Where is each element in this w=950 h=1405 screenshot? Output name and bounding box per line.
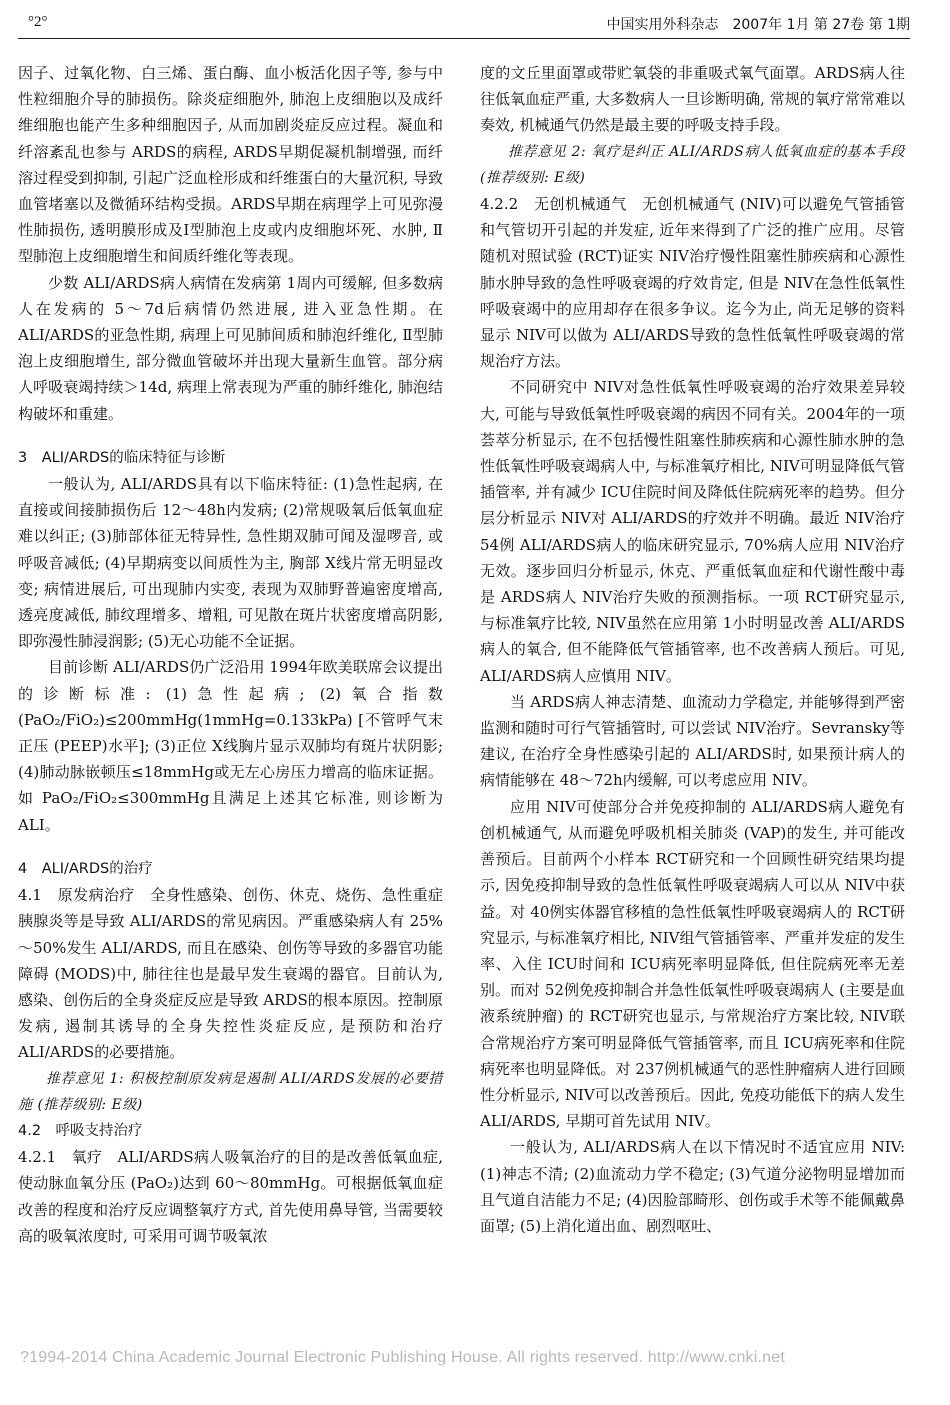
copyright-watermark: ?1994-2014 China Academic Journal Electronic Publishing House. All rights reserved. http://www.cnki.net: [20, 1349, 785, 1366]
paragraph: 目前诊断 ALI/ARDS仍广泛沿用 1994年欧美联席会议提出的诊断标准: (1)急性起病; (2)氧合指数 (PaO₂/FiO₂)≤200mmHg(1mmHg=0.133kPa) [不管呼气末正压 (PEEP)水平]; (3)正位 X线胸片显示双肺均有斑片状阴影; (4)肺动脉嵌顿压≤18mmHg或无左心房压力增高的临床证据。如 PaO₂/FiO₂≤300mmHg且满足上述其它标准, 则诊断为 ALI。: [18, 658, 443, 834]
paragraph: 当 ARDS病人神志清楚、血流动力学稳定, 并能够得到严密监测和随时可行气管插管时, 可以尝试 NIV治疗。Sevransky等建议, 在治疗全身性感染引起的 ALI/ARDS时, 如果预计病人的病情能够在 48～72h内缓解, 可以考虑应用 NIV。: [480, 692, 905, 790]
section-heading-3: 3 ALI/ARDS的临床特征与诊断: [18, 449, 226, 466]
paragraph: 4.2.2 无创机械通气 无创机械通气 (NIV)可以避免气管插管和气管切开引起的并发症, 近年来得到了广泛的推广应用。尽管随机对照试验 (RCT)证实 NIV治疗慢性阻塞性肺疾病和心源性肺水肿导致的急性呼吸衰竭的疗效肯定, 但是 NIV在急性低氧性呼吸衰竭中的应用却存在很多争议。迄今为止, 尚无足够的资料显示 NIV可以做为 ALI/ARDS导致的急性低氧性呼吸衰竭的常规治疗方法。: [480, 195, 905, 371]
paragraph: 少数 ALI/ARDS病人病情在发病第 1周内可缓解, 但多数病人在发病的 5～7d后病情仍然进展, 进入亚急性期。在 ALI/ARDS的亚急性期, 病理上可见肺间质和肺泡纤维化, Ⅱ型肺泡上皮细胞增生, 部分微血管破坏并出现大量新生血管。部分病人呼吸衰竭持续＞14d, 病理上常表现为严重的肺纤维化, 肺泡结构破坏和重建。: [18, 273, 443, 423]
paragraph: 不同研究中 NIV对急性低氧性呼吸衰竭的治疗效果差异较大, 可能与导致低氧性呼吸衰竭的病因不同有关。2004年的一项荟萃分析显示, 在不包括慢性阻塞性肺疾病和心源性肺水肿的急性低氧性呼吸衰竭病人中, 与标准氧疗相比, NIV可明显降低气管插管率, 并有减少 ICU住院时间及降低住院病死率的趋势。但分层分析显示 NIV对 ALI/ARDS的疗效并不明确。最近 NIV治疗 54例 ALI/ARDS病人的临床研究显示, 70%病人应用 NIV治疗无效。逐步回归分析显示, 休克、严重低氧血症和代谢性酸中毒是 ARDS病人 NIV治疗失败的预测指标。一项 RCT研究显示, 与标准氧疗比较, NIV虽然在应用第 1小时明显改善 ALI/ARDS病人的氧合, 但不能降低气管插管率, 也不改善病人预后。可见, ALI/ARDS病人应慎用 NIV。: [480, 378, 905, 685]
section-heading-4: 4 ALI/ARDS的治疗: [18, 860, 153, 877]
recommendation-2: 推荐意见 2: 氧疗是纠正 ALI/ARDS病人低氧血症的基本手段 (推荐级别: E级): [480, 143, 905, 186]
paragraph: 4.1 原发病治疗 全身性感染、创伤、休克、烧伤、急性重症胰腺炎等是导致 ALI/ARDS的常见病因。严重感染病人有 25%～50%发生 ALI/ARDS, 而且在感染、创伤等导致的多器官功能障碍 (MODS)中, 肺往往也是最早发生衰竭的器官。目前认为, 感染、创伤后的全身炎症反应是导致 ARDS的根本原因。控制原发病, 遏制其诱导的全身失控性炎症反应, 是预防和治疗 ALI/ARDS的必要措施。: [18, 886, 443, 1062]
paragraph: 应用 NIV可使部分合并免疫抑制的 ALI/ARDS病人避免有创机械通气, 从而避免呼吸机相关肺炎 (VAP)的发生, 并可能改善预后。目前两个小样本 RCT研究和一个回顾性研究结果均提示, 因免疫抑制导致的急性低氧性呼吸衰竭病人可以从 NIV中获益。对 40例实体器官移植的急性低氧性呼吸衰竭病人的 RCT研究显示, 与标准氧疗相比, NIV组气管插管率、严重并发症的发生率、入住 ICU时间和 ICU病死率明显降低, 但住院病死率无差别。而对 52例免疫抑制合并急性低氧性呼吸衰竭病人 (主要是血液系统肿瘤) 的 RCT研究也显示, 与常规治疗方案比较, NIV联合常规治疗方案可明显降低气管插管率, 而且 ICU病死率和住院病死率也明显降低。对 237例机械通气的恶性肿瘤病人进行回顾性分析显示, NIV可以改善预后。因此, 免疫功能低下的病人发生 ALI/ARDS, 早期可首先试用 NIV。: [480, 797, 905, 1131]
paragraph: 因子、过氧化物、白三烯、蛋白酶、血小板活化因子等, 参与中性粒细胞介导的肺损伤。除炎症细胞外, 肺泡上皮细胞以及成纤维细胞也能产生多种细胞因子, 从而加剧炎症反应过程。凝血和纤溶紊乱也参与 ARDS的病程, ARDS早期促凝机制增强, 而纤溶过程受到抑制, 引起广泛血栓形成和纤维蛋白的大量沉积, 导致血管堵塞以及微循环结构受损。ARDS早期在病理学上可见弥漫性肺损伤, 透明膜形成及Ⅰ型肺泡上皮或内皮细胞坏死、水肿, Ⅱ型肺泡上皮细胞增生和间质纤维化等表现。: [18, 64, 443, 266]
running-header: [18, 8, 910, 39]
recommendation-1: 推荐意见 1: 积极控制原发病是遏制 ALI/ARDS发展的必要措施 (推荐级别: E级): [18, 1070, 443, 1113]
paragraph: 一般认为, ALI/ARDS具有以下临床特征: (1)急性起病, 在直接或间接肺损伤后 12～48h内发病; (2)常规吸氧后低氧血症难以纠正; (3)肺部体征无特异性, 急性期双肺可闻及湿啰音, 或呼吸音减低; (4)早期病变以间质性为主, 胸部 X线片常无明显改变; 病情进展后, 可出现肺内实变, 表现为双肺野普遍密度增高, 透亮度减低, 肺纹理增多、增粗, 可见散在斑片状密度增高阴影, 即弥漫性肺浸润影; (5)无心功能不全证据。: [18, 475, 443, 651]
subsection-heading-4-2: 4.2 呼吸支持治疗: [18, 1122, 143, 1139]
paragraph: 度的文丘里面罩或带贮氧袋的非重吸式氧气面罩。ARDS病人往往低氧血症严重, 大多数病人一旦诊断明确, 常规的氧疗常常难以奏效, 机械通气仍然是最主要的呼吸支持手段。: [480, 64, 905, 135]
journal-citation: 中国实用外科杂志 2007年 1月 第 27卷 第 1期: [606, 17, 910, 33]
paragraph: 一般认为, ALI/ARDS病人在以下情况时不适宜应用 NIV: (1)神志不清; (2)血流动力学不稳定; (3)气道分泌物明显增加而且气道自洁能力不足; (4)因脸部畸形、创伤或手术等不能佩戴鼻面罩; (5)上消化道出血、剧烈呕吐、: [480, 1138, 905, 1235]
right-column: [480, 60, 905, 1239]
paragraph: 4.2.1 氧疗 ALI/ARDS病人吸氧治疗的目的是改善低氧血症, 使动脉血氧分压 (PaO₂)达到 60～80mmHg。可根据低氧血症改善的程度和治疗反应调整氧疗方式, 首先使用鼻导管, 当需要较高的吸氧浓度时, 可采用可调节吸氧浓: [18, 1148, 443, 1245]
page-number: °2°: [28, 14, 48, 30]
left-column: [18, 60, 443, 1249]
